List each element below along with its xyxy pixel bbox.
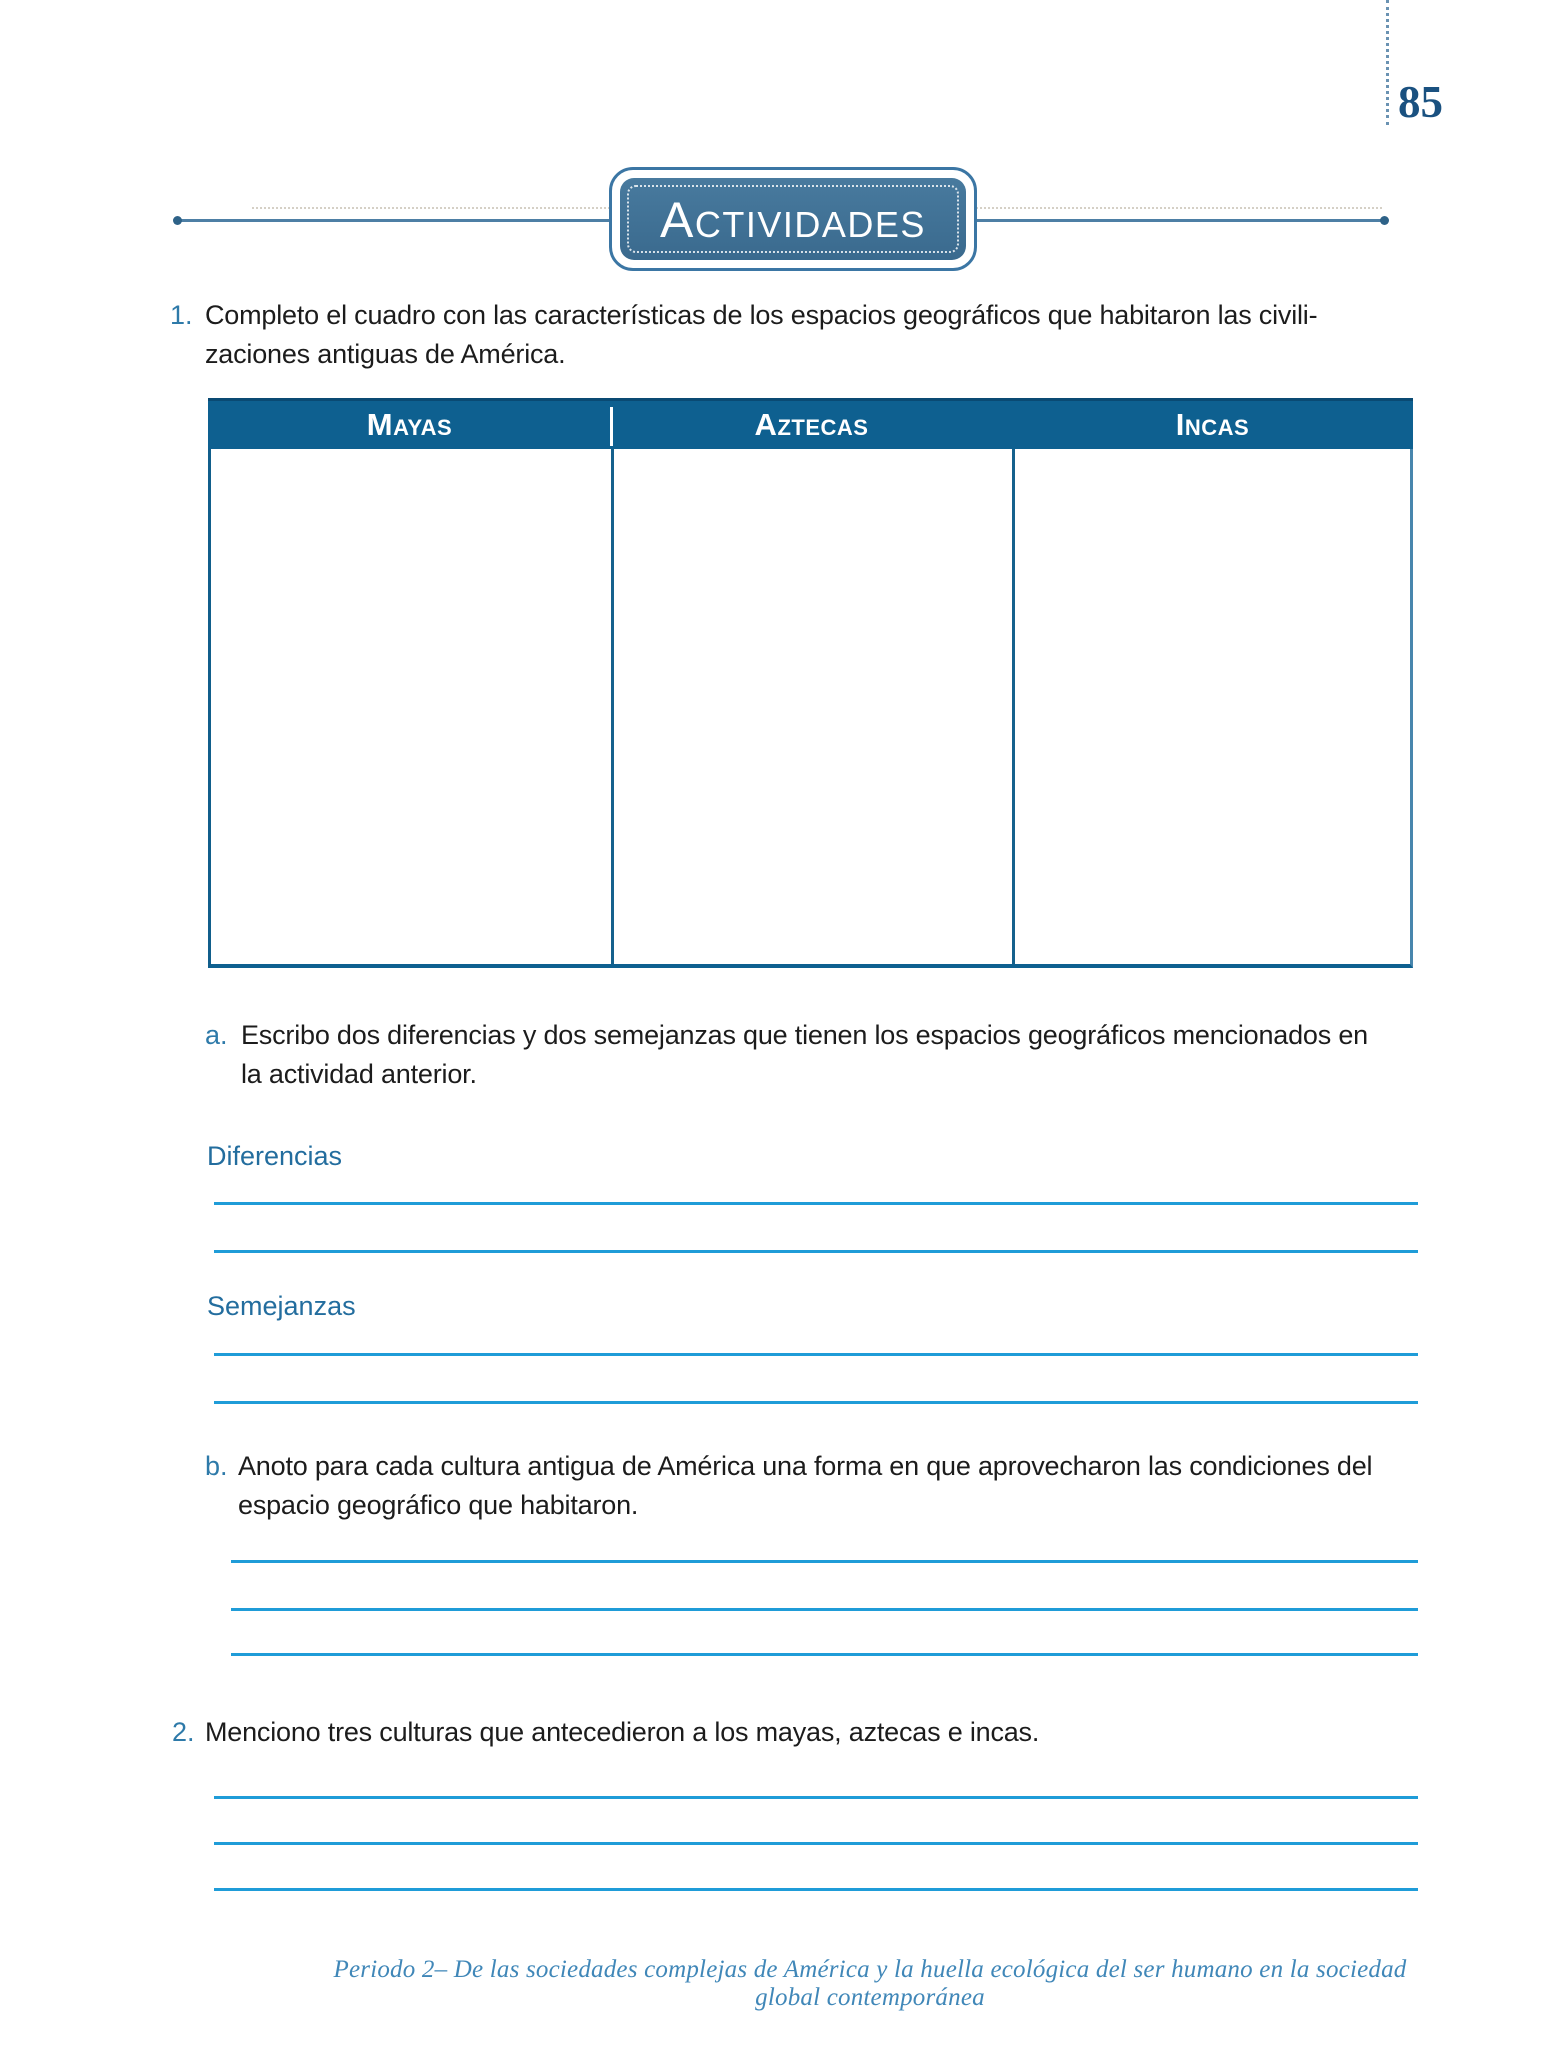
civilizations-table — [208, 398, 1413, 968]
activity-1-line-1: Completo el cuadro con las características de los espacios geográficos que habitaron las civili- — [205, 300, 1318, 330]
page-number: 85 — [1398, 77, 1443, 127]
activity-1a-line-1: Escribo dos diferencias y dos semejanzas que tienen los espacios geográficos mencionados en — [241, 1020, 1368, 1050]
activity-1-number: 1. — [170, 300, 193, 330]
table-cell-incas — [1015, 449, 1410, 964]
activity-1b-answer-line-2 — [231, 1608, 1418, 1611]
table-header-aztecas: AZTECAS — [754, 407, 869, 442]
differences-answer-line-2 — [214, 1250, 1418, 1253]
activity-2-answer-line-3 — [214, 1888, 1418, 1891]
table-header-mayas: MAYAS — [366, 407, 453, 442]
activity-1 — [170, 296, 1317, 374]
civilizations-table-body — [208, 449, 1413, 968]
activity-1b — [205, 1447, 1372, 1525]
page-edge-dotted-line — [1386, 0, 1389, 125]
activity-1-line-2: zaciones antiguas de América. — [205, 339, 566, 369]
activity-1a — [205, 1016, 1368, 1094]
civilizations-table-header — [208, 398, 1413, 449]
activity-2-answer-line-1 — [214, 1796, 1418, 1799]
page-footer: Periodo 2– De las sociedades complejas de América y la huella ecológica del ser humano en la sociedad global contemporánea — [333, 1956, 1407, 2011]
activity-2-number: 2. — [172, 1717, 195, 1747]
activity-1a-letter: a. — [205, 1020, 228, 1050]
table-header-incas: INCAS — [1175, 407, 1250, 442]
table-cell-aztecas — [614, 449, 1012, 964]
differences-answer-line-1 — [214, 1202, 1418, 1205]
activities-banner-plate — [620, 178, 966, 260]
similarities-answer-line-1 — [214, 1353, 1418, 1356]
activity-1b-text — [238, 1447, 1372, 1525]
rule-end-dot-right — [1380, 216, 1389, 225]
activity-2-text — [205, 1713, 1039, 1752]
banner-title: ACTIVIDADES — [660, 192, 926, 248]
similarities-answer-line-2 — [214, 1401, 1418, 1404]
activity-1b-answer-line-3 — [231, 1653, 1418, 1656]
similarities-label: Semejanzas — [207, 1291, 356, 1321]
activity-2-answer-line-2 — [214, 1842, 1418, 1845]
activity-1-text — [205, 296, 1317, 374]
activity-1a-line-2: la actividad anterior. — [241, 1059, 477, 1089]
body-column-separator-1 — [611, 449, 614, 964]
rule-end-dot-left — [173, 216, 182, 225]
activity-1b-answer-line-1 — [231, 1560, 1418, 1563]
activity-1a-text — [241, 1016, 1368, 1094]
activities-banner — [609, 167, 977, 271]
table-cell-mayas — [211, 449, 611, 964]
activity-1b-line-2: espacio geográfico que habitaron. — [238, 1490, 639, 1520]
body-column-separator-2 — [1012, 449, 1015, 964]
differences-label: Diferencias — [207, 1141, 343, 1171]
activity-2 — [172, 1713, 1039, 1752]
activity-1b-line-1: Anoto para cada cultura antigua de América una forma en que aprovecharon las condiciones del — [238, 1451, 1373, 1481]
activity-1b-letter: b. — [205, 1451, 228, 1481]
header-column-separator — [610, 407, 613, 446]
activity-2-line-1: Menciono tres culturas que antecedieron a los mayas, aztecas e incas. — [205, 1717, 1040, 1747]
